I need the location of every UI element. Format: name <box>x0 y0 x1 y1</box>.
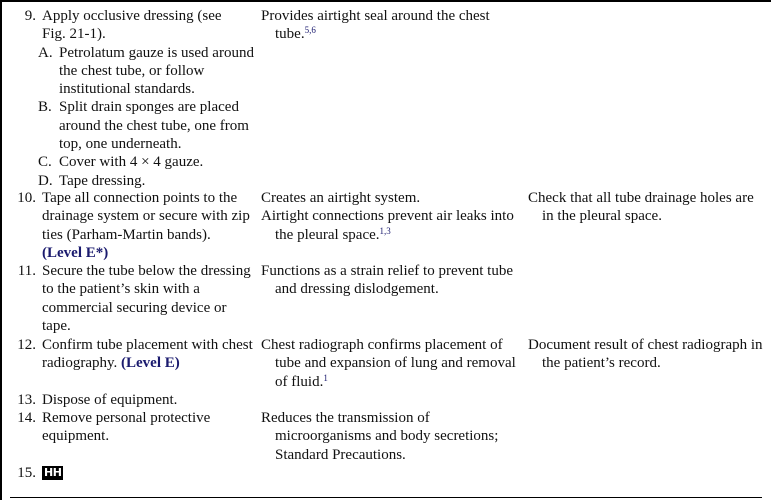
rationale-text: Chest radiograph confirms placement of tube and expansion of lung and removal of fluid.$^1$ <box>261 337 516 390</box>
substep-a <box>10 44 255 99</box>
step-text: Tape all connection points to the drainage system or secure with zip ties (Parham-Martin bands). (Level E*) <box>42 190 250 261</box>
step-number: 9. <box>24 8 36 24</box>
step-text: Remove personal protective equipment. <box>42 410 211 445</box>
left-rule <box>0 0 2 500</box>
step-text: Apply occlusive dressing (see Fig. 21-1). <box>42 8 222 43</box>
step-number: 13. <box>17 392 36 408</box>
rationale-text: Airtight connections prevent air leaks into the pleural space.$^{1,3}$ <box>261 208 514 243</box>
evidence-level: (Level E*) <box>42 244 109 261</box>
substep-letter: D. <box>38 172 53 189</box>
bottom-rule <box>10 497 762 498</box>
substep-text: Cover with 4 × 4 gauze. <box>59 154 204 171</box>
step-column <box>10 189 255 262</box>
step-number: 12. <box>17 337 36 353</box>
reference-superscript: 1,3 <box>379 225 391 236</box>
rationale-column <box>261 336 523 391</box>
substep-text: Tape dressing. <box>59 172 146 189</box>
top-rule <box>0 0 771 2</box>
step-number: 15. <box>17 465 36 481</box>
step-column <box>10 464 255 482</box>
rationale-column <box>261 189 523 244</box>
step-text: Secure the tube below the dressing to the patient’s skin with a commercial securing device or tape. <box>42 263 251 334</box>
substep-c <box>10 153 255 171</box>
substep-letter: A. <box>38 44 53 61</box>
rationale-text: Creates an airtight system. <box>261 190 421 206</box>
special-consideration-text: Document result of chest radiograph in the patient’s record. <box>528 337 763 372</box>
step-column <box>10 262 255 335</box>
evidence-level: (Level E) <box>121 355 180 372</box>
reference-superscript: 1 <box>323 372 328 383</box>
step-text: Dispose of equipment. <box>42 392 178 408</box>
step-number: 14. <box>17 410 36 426</box>
substep-d <box>10 172 255 190</box>
reference-superscript: 5,6 <box>304 25 316 36</box>
special-considerations-column <box>528 189 768 226</box>
step-column <box>10 7 255 190</box>
hand-hygiene-icon: HH <box>44 466 62 479</box>
substep-text: Petrolatum gauze is used around the chest tube, or follow institutional standards. <box>59 44 254 98</box>
special-consideration-text: Check that all tube drainage holes are in the pleural space. <box>528 190 754 225</box>
rationale-column <box>261 262 523 299</box>
step-number: 11. <box>17 263 36 279</box>
substep-b <box>10 98 255 153</box>
substep-letter: C. <box>38 154 52 171</box>
step-number: 10. <box>17 190 36 206</box>
step-text: Confirm tube placement with chest radiography. (Level E) <box>42 337 253 372</box>
step-column <box>10 336 255 373</box>
rationale-text: Functions as a strain relief to prevent tube and dressing dislodgement. <box>261 263 514 298</box>
rationale-column <box>261 409 523 464</box>
substep-letter: B. <box>38 99 52 116</box>
rationale-text: Reduces the transmission of microorganisms and body secretions; Standard Precautions. <box>261 410 499 463</box>
substep-text: Split drain sponges are placed around the chest tube, one from top, one underneath. <box>59 99 249 153</box>
rationale-text: Provides airtight seal around the chest tube.$^{5,6}$ <box>261 8 490 43</box>
step-text <box>36 464 255 482</box>
step-column <box>10 409 255 446</box>
rationale-column <box>261 7 523 44</box>
special-considerations-column <box>528 336 768 373</box>
step-column <box>10 391 255 409</box>
